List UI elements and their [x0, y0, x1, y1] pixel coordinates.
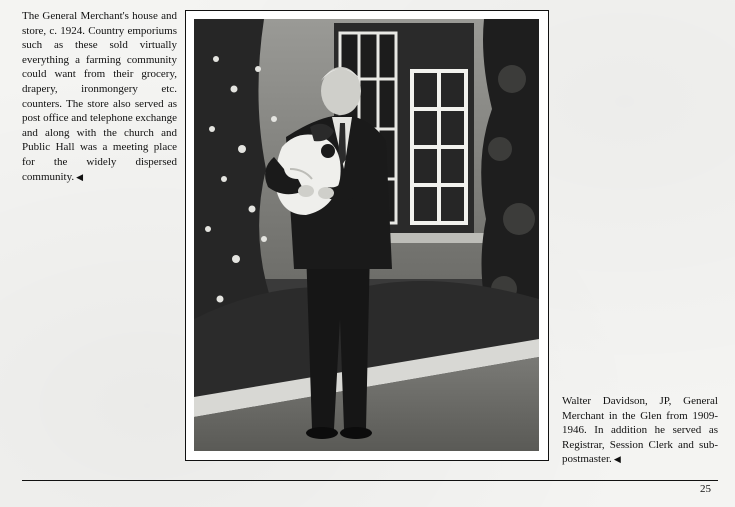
footer-rule — [22, 480, 718, 481]
left-caption-text: The General Merchant's house and store, c. 1924. Country emporiums such as these sold virtually everything a farming community could want from their grocery, drapery, ironmongery etc. counters. The store also served as post office and telephone exchange and along with the church and Public Hall was a meeting place for the widely dispersed community. — [22, 10, 177, 183]
photo-frame — [185, 10, 549, 461]
right-caption-text: Walter Davidson, JP, General Merchant in the Glen from 1909-1946. In addition he served as Registrar, Session Clerk and sub-postmaster. — [562, 395, 718, 466]
page-number: 25 — [700, 483, 711, 495]
right-caption — [562, 394, 718, 468]
end-mark-icon: ◀ — [76, 172, 84, 183]
left-caption — [22, 9, 177, 185]
end-mark-icon: ◀ — [613, 455, 621, 466]
photograph-man-with-dog — [194, 19, 539, 451]
